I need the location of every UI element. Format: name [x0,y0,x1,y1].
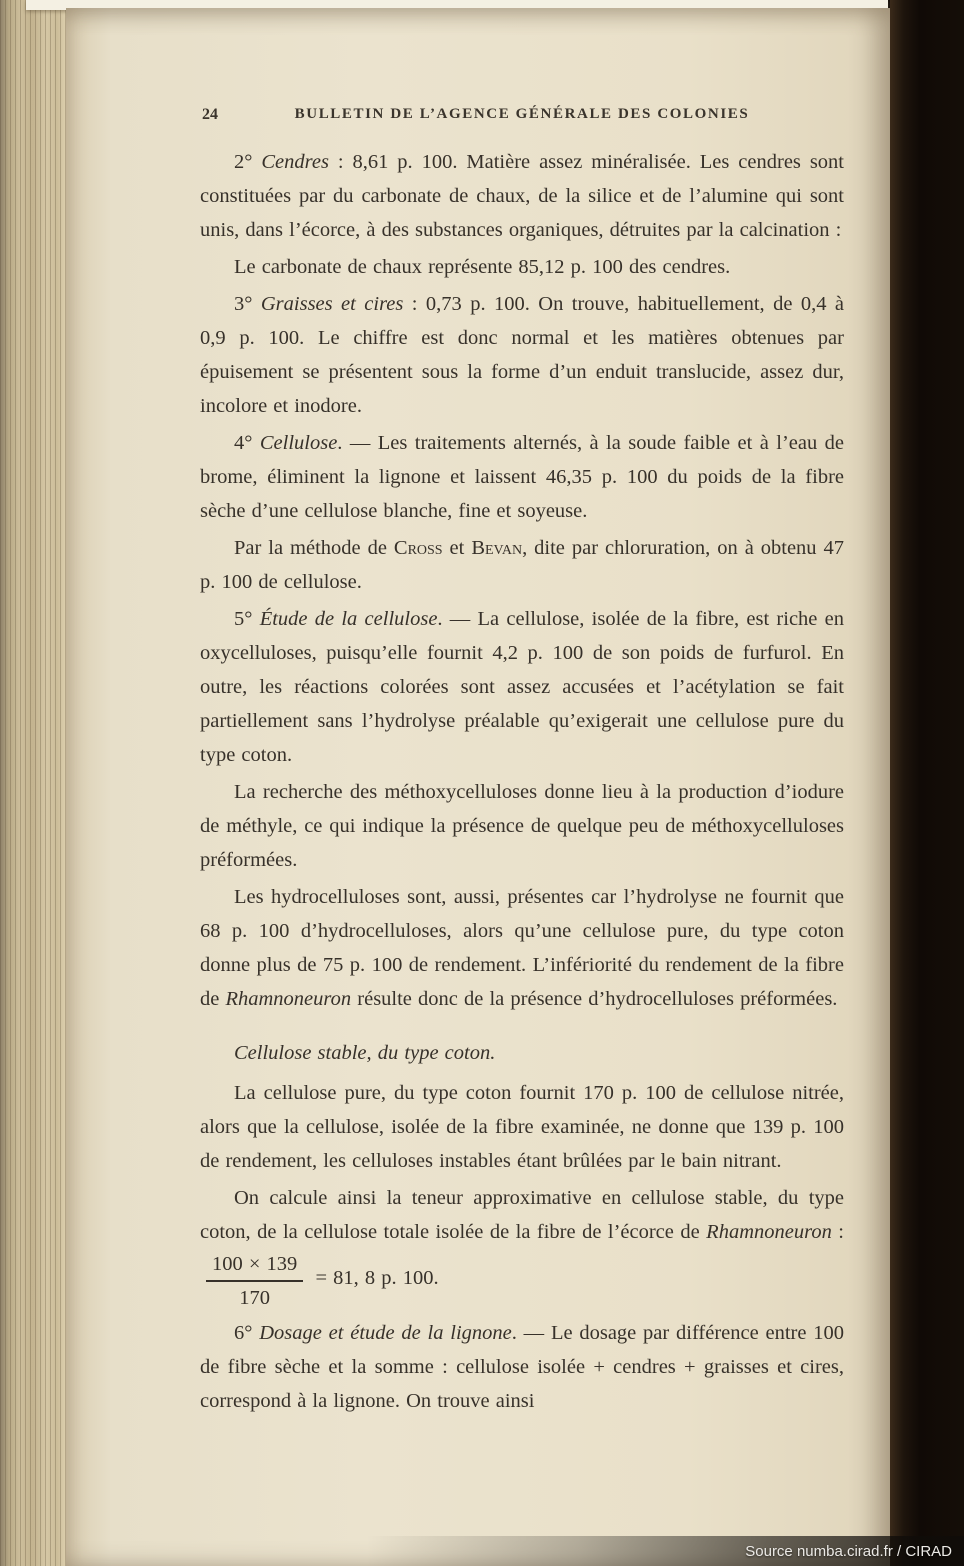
page-edges-left [0,0,66,1566]
paragraph-hydrocelluloses [200,880,844,1016]
page-number: 24 [202,106,218,123]
book-binding [890,0,964,1566]
text-segment: Étude de la cellulose [259,608,438,630]
text-segment: Graisses et cires [260,293,404,315]
running-header-title: BULLETIN DE L’AGENCE GÉNÉRALE DES COLONIES [294,106,750,122]
text-segment: = 81, 8 p. 100. [309,1267,439,1289]
attribution-bar [0,1536,964,1566]
text-segment: Cross [393,537,443,559]
text-segment: On calcule ainsi la teneur approximative en cellulose stable, du type coton, de la cellulose totale isolée de la fibre de l’écorce de [200,1187,844,1243]
text-segment: Rhamnoneuron [706,1221,832,1243]
text-segment: : 0,73 p. 100. On trouve, habituellement, de 0,4 à 0,9 p. 100. Le chiffre est donc normal et les matières obtenues par épuisement se présentent sous la forme d’un enduit translucide, assez dur, incolore et inodore. [200,293,844,417]
text-segment: Cellulose [259,432,338,454]
paragraph-cellulose [200,426,844,528]
text-segment: . — Les traitements alternés, à la soude faible et à l’eau de brome, éliminent la lignone et laissent 46,35 p. 100 du poids de la fibre sèche d’une cellulose blanche, fine et soyeuse. [200,432,844,522]
paragraph-methoxycelluloses [200,775,844,877]
text-segment: 4° [234,432,260,454]
paragraph-dosage-lignone [200,1316,844,1418]
text-block [200,145,844,1418]
text-segment: 6° [234,1322,260,1344]
fraction-denominator: 170 [239,1287,271,1309]
paragraph-graisses-cires [200,287,844,423]
paragraph-cross-bevan [200,531,844,599]
text-segment: Les hydrocelluloses sont, aussi, présentes car l’hydrolyse ne fournit que 68 p. 100 d’hydrocelluloses, alors qu’une cellulose pure, du type coton donne plus de 75 p. 100 de rendement. L’infériorité du rendement de la fibre de [200,886,844,1010]
fraction [200,1249,309,1313]
text-segment: Le carbonate de chaux représente 85,12 p. 100 des cendres. [234,256,731,278]
running-header [200,106,844,123]
heading-cellulose-stable [200,1036,844,1070]
paragraph-cellulose-nitree [200,1076,844,1178]
text-segment: Rhamnoneuron [225,988,352,1010]
text-segment: Bevan [471,537,523,559]
text-segment: . — La cellulose, isolée de la fibre, est riche en oxycelluloses, puisqu’elle fournit 4,2 p. 100 de son poids de furfurol. En outre, les réactions colorées sont assez accusées et l’acétylation se fait partiellement sans l’hydrolyse préalable qu’exigerait une cellulose pure du type coton. [200,608,844,766]
paragraph-etude-cellulose [200,602,844,772]
text-segment: . — Le dosage par différence entre 100 de fibre sèche et la somme : cellulose isolée + cendres + graisses et cires, correspond à la lignone. On trouve ainsi [200,1322,844,1412]
text-segment: Par la méthode de [234,537,394,559]
text-segment: : 8,61 p. 100. Matière assez minéralisée. Les cendres sont constituées par du carbonate de chaux, de la silice et de l’alumine qui sont unis, dans l’écorce, à des substances organiques, détruites par la calcination : [200,151,844,241]
text-segment: Cellulose stable, du type coton. [234,1042,496,1064]
text-segment: : [831,1221,844,1243]
paragraph-cendres [200,145,844,247]
text-segment: 2° [234,151,262,173]
text-segment: Cendres [261,151,329,173]
text-segment: résulte donc de la présence d’hydrocelluloses préformées. [351,988,838,1010]
text-segment: 5° [234,608,260,630]
text-segment: 3° [234,293,261,315]
paragraph-calcul-formule [200,1181,844,1313]
paragraph-carbonate [200,250,844,284]
attribution-text: Source numba.cirad.fr / CIRAD [745,1542,952,1560]
text-segment: Dosage et étude de la lignone [259,1322,512,1344]
text-segment: La recherche des méthoxycelluloses donne lieu à la production d’iodure de méthyle, ce qui indique la présence de quelque peu de méthoxycelluloses préformées. [200,781,844,871]
fraction-numerator: 100 × 139 [206,1249,303,1282]
text-segment: La cellulose pure, du type coton fournit 170 p. 100 de cellulose nitrée, alors que la cellulose, isolée de la fibre examinée, ne donne que 139 p. 100 de rendement, les celluloses instables étant brûlées par le bain nitrant. [200,1082,844,1172]
page-content [200,106,844,1418]
text-segment: et [442,537,472,559]
text-segment: , dite par chloruration, on à obtenu 47 p. 100 de cellulose. [200,537,845,593]
